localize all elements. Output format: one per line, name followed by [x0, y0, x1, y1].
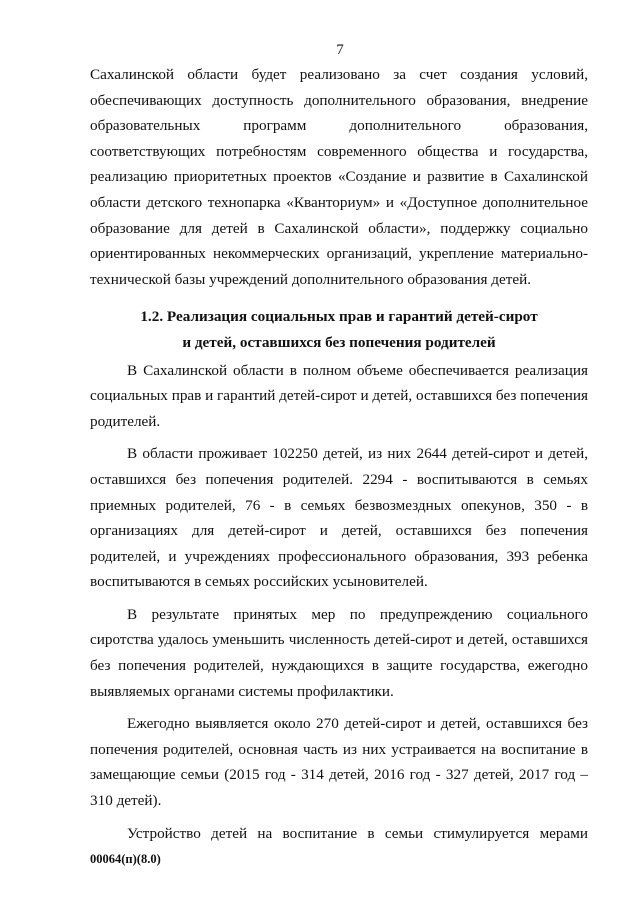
paragraph-rights: В Сахалинской области в полном объеме обеспечивается реализация социальных прав и гарантий детей-сирот и детей, оставшихся без попечения родителей. — [90, 361, 589, 430]
paragraph-placement: Устройство детей на воспитание в семьи стимулируется мерами — [127, 824, 588, 842]
document-code: 00064(п)(8.0) — [90, 852, 161, 866]
page-number: 7 — [336, 42, 344, 58]
paragraph-annual: Ежегодно выявляется около 270 детей-сирот и детей, оставшихся без попечения родителей, основная часть из них устраивается на воспитание в замещающие семьи (2015 год - 314 детей, 2016 год - 327 детей, 2017 год – 310 детей). — [90, 715, 588, 810]
paragraph-prevention: В результате принятых мер по предупреждению социального сиротства удалось уменьшить численность детей-сирот и детей, оставшихся без попечения родителей, нуждающихся в защите государства, ежегодно выявляемых органами системы профилактики. — [90, 605, 588, 700]
section-heading — [90, 304, 588, 355]
section-heading-line-1: 1.2. Реализация социальных прав и гарантий детей-сирот — [140, 308, 538, 326]
section-heading-line-2: и детей, оставшихся без попечения родителей — [182, 333, 496, 351]
paragraph-statistics: В области проживает 102250 детей, из них 2644 детей-сирот и детей, оставшихся без попечения родителей. 2294 - воспитываются в семьях приемных родителей, 76 - в семьях безвозмездных опекунов, 350 - в организациях для детей-сирот и детей, оставшихся без попечения родителей, и учреждениях профессионального образования, 393 ребенка воспитываются в семьях российских усыновителей. — [90, 445, 588, 591]
document-body — [90, 62, 588, 853]
intro-paragraph: Сахалинской области будет реализовано за счет создания условий, обеспечивающих доступность дополнительного образования, внедрение образовательных программ дополнительного образования, соответствующих потребностям современного общества и государства, реализацию приоритетных проектов «Создание и развитие в Сахалинской области детского технопарка «Кванториум» и «Доступное дополнительное образование для детей в Сахалинской области», поддержку социально ориентированных некоммерческих организаций, укрепление материально-технической базы учреждений дополнительного образования детей. — [90, 66, 588, 288]
